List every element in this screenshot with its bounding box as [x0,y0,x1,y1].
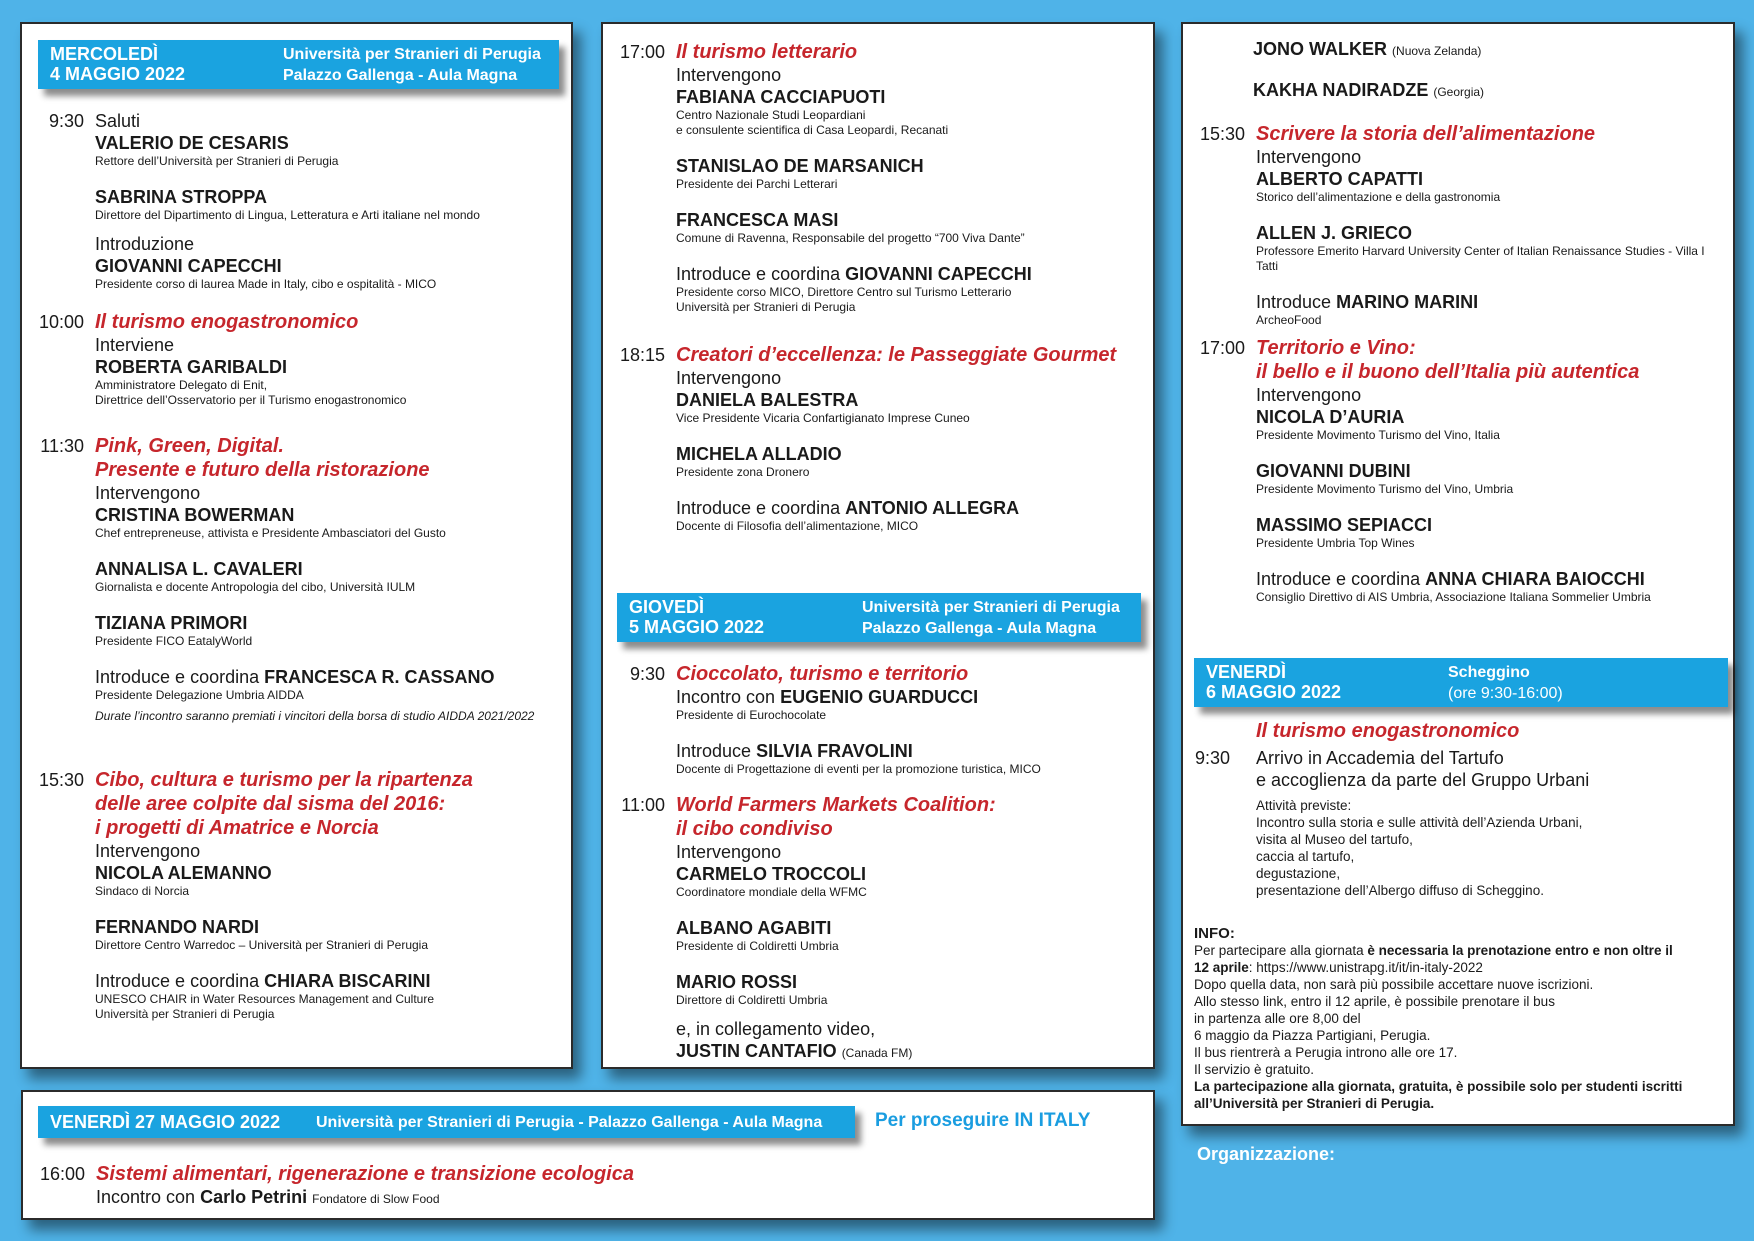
proseguire-label: Per proseguire IN ITALY [875,1110,1091,1131]
coord-desc: Presidente corso MICO, Direttore Centro sul Turismo Letterario [676,285,1012,299]
label: e, in collegamento video, [676,1019,876,1039]
info-line: Il servizio è gratuito. [1194,1062,1315,1077]
header-place: Scheggino [1448,664,1530,681]
info-text-bold: 12 aprile [1194,960,1249,975]
speaker-desc: Direttore di Coldiretti Umbria [676,993,828,1007]
header-time: (ore 9:30-16:00) [1448,685,1563,702]
label: Intervengono [95,483,201,503]
coord-desc: Università per Stranieri di Perugia [676,300,856,314]
session-title: Cibo, cultura e turismo per la ripartenza [95,769,473,791]
speaker-desc: Direttore del Dipartimento di Lingua, Letteratura e Arti italiane nel mondo [95,208,480,222]
activity-item: presentazione dell’Albergo diffuso di Scheggino. [1256,883,1544,898]
header-day: MERCOLEDÌ [50,44,158,64]
speaker-name: JONO WALKER [1253,39,1388,59]
header-day: VENERDÌ 27 MAGGIO 2022 [50,1112,281,1132]
label: Saluti [95,111,141,131]
session-time: 9:30 [629,664,665,684]
session-time: 9:30 [48,111,84,131]
info-link[interactable]: : https://www.unistrapg.it/it/in-italy-2022 [1248,960,1483,975]
label: Arrivo in Accademia del Tartufo [1256,748,1504,768]
speaker-desc: Chef entrepreneuse, attivista e Presidente Ambasciatori del Gusto [95,526,446,540]
speaker-name: ROBERTA GARIBALDI [95,357,287,377]
header-day-2 [617,593,1141,642]
speaker-name: JUSTIN CANTAFIO [676,1041,837,1061]
info-line: in partenza alle ore 8,00 del [1194,1011,1361,1026]
session-time: 10:00 [38,312,84,332]
coord-label: Introduce e coordina [1256,569,1421,589]
speaker-name: NICOLA ALEMANNO [95,863,272,883]
speaker-country: (Georgia) [1433,85,1485,99]
label: Incontro con [676,687,776,707]
info-line: Dopo quella data, non sarà più possibile accettare nuove iscrizioni. [1194,977,1594,992]
speaker-name: DANIELA BALESTRA [676,390,859,410]
session-title: Scrivere la storia dell’alimentazione [1256,123,1596,145]
header-date: 4 MAGGIO 2022 [50,64,186,84]
activity-item: Attività previste: [1256,798,1352,813]
session-title: delle aree colpite dal sisma del 2016: [95,793,446,815]
header-day: GIOVEDÌ [629,597,705,617]
speaker-desc: Centro Nazionale Studi Leopardiani [676,108,866,122]
session-time: 9:30 [1195,748,1231,768]
speaker-desc: e consulente scientifica di Casa Leopardi, Recanati [676,123,949,137]
header-place: Università per Stranieri di Perugia [283,46,541,63]
speaker-name: FABIANA CACCIAPUOTI [676,87,886,107]
coord-name: ANNA CHIARA BAIOCCHI [1425,569,1645,589]
speaker-desc: Direttore Centro Warredoc – Università per Stranieri di Perugia [95,938,429,952]
speaker-desc: Presidente Movimento Turismo del Vino, Italia [1256,428,1500,442]
speaker-desc: Storico dell’alimentazione e della gastronomia [1256,190,1501,204]
speaker-desc: Direttrice dell’Osservatorio per il Turismo enogastronomico [95,393,407,407]
panel-day-1 [20,22,573,1069]
label: Intervengono [1256,385,1362,405]
speaker-name: EUGENIO GUARDUCCI [780,687,979,707]
speaker-desc: Presidente Movimento Turismo del Vino, Umbria [1256,482,1514,496]
speaker-desc: Presidente corso di laurea Made in Italy, cibo e ospitalità - MICO [95,277,437,291]
header-day: VENERDÌ [1206,662,1287,682]
panel-day-3 [1181,22,1735,1126]
info-box [1194,925,1734,1112]
speaker-desc: Sindaco di Norcia [95,884,190,898]
speaker-name: ALLEN J. GRIECO [1256,223,1413,243]
coord-desc: UNESCO CHAIR in Water Resources Management and Culture [95,992,435,1006]
session-title: Presente e futuro della ristorazione [95,459,430,481]
speaker-desc: Fondatore di Slow Food [312,1192,440,1206]
speaker-desc: Giornalista e docente Antropologia del cibo, Università IULM [95,580,416,594]
session-title: Territorio e Vino: [1256,337,1416,359]
session-time: 16:00 [39,1164,85,1184]
session-title: Creatori d’eccellenza: le Passeggiate Gourmet [676,344,1117,366]
speaker-name: NICOLA D’AURIA [1256,407,1405,427]
speaker-name: FRANCESCA MASI [676,210,839,230]
info-heading: INFO: [1194,925,1235,942]
activities-list [1256,797,1727,899]
info-text-bold: è necessaria la prenotazione entro e non oltre il [1367,943,1673,958]
speaker-desc: Vice Presidente Vicaria Confartigianato Imprese Cuneo [676,411,970,425]
session-title: il cibo condiviso [676,818,833,840]
speaker-desc: Coordinatore mondiale della WFMC [676,885,867,899]
coord-label: Introduce e coordina [676,264,841,284]
speaker-name: SABRINA STROPPA [95,187,268,207]
header-day-3 [1194,658,1728,707]
coord-label: Introduce e coordina [95,971,260,991]
session-time: 11:00 [621,795,665,815]
coord-label: Introduce e coordina [95,667,260,687]
label: Intervengono [676,842,782,862]
panel-day-2 [601,22,1155,1069]
header-room: Palazzo Gallenga - Aula Magna [862,620,1097,637]
coord-desc: Docente di Progettazione di eventi per la promozione turistica, MICO [676,762,1041,776]
session-title: Il turismo letterario [676,41,858,63]
coord-desc: Università per Stranieri di Perugia [95,1007,275,1021]
coord-name: CHIARA BISCARINI [264,971,431,991]
label: Incontro con [96,1187,196,1207]
activity-item: degustazione, [1256,866,1341,881]
header-date: 5 MAGGIO 2022 [629,617,765,637]
label: Intervengono [676,65,782,85]
speaker-name: VALERIO DE CESARIS [95,133,289,153]
session-time: 18:15 [619,345,665,365]
speaker-name: Carlo Petrini [200,1187,308,1207]
info-line: Il bus rientrerà a Perugia introno alle ore 17. [1194,1045,1458,1060]
coord-desc: Docente di Filosofia dell’alimentazione, MICO [676,519,919,533]
label: Intervengono [676,368,782,388]
coord-name: MARINO MARINI [1336,292,1479,312]
speaker-name: ALBANO AGABITI [676,918,832,938]
label: Intervengono [95,841,201,861]
activity-item: caccia al tartufo, [1256,849,1355,864]
session-time: 15:30 [1199,124,1245,144]
coord-name: GIOVANNI CAPECCHI [845,264,1032,284]
label: Introduzione [95,234,195,254]
speaker-desc: Presidente Umbria Top Wines [1256,536,1415,550]
coord-name: ANTONIO ALLEGRA [845,498,1020,518]
header-room: Palazzo Gallenga - Aula Magna [283,67,518,84]
speaker-desc: Professore Emerito Harvard University Center of Italian Renaissance Studies - Villa I Tatti [1256,244,1705,273]
session-time: 17:00 [619,42,665,62]
header-place: Università per Stranieri di Perugia [862,599,1120,616]
speaker-name: CARMELO TROCCOLI [676,864,866,884]
speaker-country: (Nuova Zelanda) [1392,44,1482,58]
session-title: il bello e il buono dell’Italia più autentica [1256,361,1640,383]
info-line: Allo stesso link, entro il 12 aprile, è possibile prenotare il bus [1194,994,1555,1009]
session-title: Il turismo enogastronomico [95,311,359,333]
speaker-name: TIZIANA PRIMORI [95,613,248,633]
activity-item: visita al Museo del tartufo, [1256,832,1413,847]
panel-day-4 [21,1090,1155,1220]
speaker-desc: Presidente di Coldiretti Umbria [676,939,839,953]
speaker-country: (Canada FM) [841,1046,913,1060]
coord-desc: Consiglio Direttivo di AIS Umbria, Associazione Italiana Sommelier Umbria [1256,590,1651,604]
speaker-name: GIOVANNI CAPECCHI [95,256,282,276]
speaker-desc: Comune di Ravenna, Responsabile del progetto “700 Viva Dante” [676,231,1025,245]
session-title: Cioccolato, turismo e territorio [676,663,969,685]
info-bold: all’Università per Stranieri di Perugia. [1194,1096,1435,1111]
speaker-name: MASSIMO SEPIACCI [1256,515,1433,535]
speaker-name: KAKHA NADIRADZE [1253,80,1429,100]
coord-label: Introduce [676,741,752,761]
speaker-name: MARIO ROSSI [676,972,798,992]
session-title: Sistemi alimentari, rigenerazione e transizione ecologica [96,1163,634,1185]
speaker-name: ANNALISA L. CAVALERI [95,559,303,579]
speaker-desc: Presidente di Eurochocolate [676,708,827,722]
info-bold: La partecipazione alla giornata, gratuita, è possibile solo per studenti iscritti [1194,1079,1683,1094]
session-title: Il turismo enogastronomico [1256,720,1520,742]
speaker-desc: Rettore dell’Università per Stranieri di Perugia [95,154,339,168]
label: Intervengono [1256,147,1362,167]
activity-item: Incontro sulla storia e sulle attività dell’Azienda Urbani, [1256,815,1583,830]
speaker-name: CRISTINA BOWERMAN [95,505,295,525]
coord-label: Introduce [1256,292,1332,312]
header-place: Università per Stranieri di Perugia - Palazzo Gallenga - Aula Magna [316,1114,823,1131]
coord-name: SILVIA FRAVOLINI [756,741,913,761]
speaker-desc: Presidente zona Dronero [676,465,810,479]
coord-label: Introduce e coordina [676,498,841,518]
header-day-1 [38,40,559,89]
speaker-name: GIOVANNI DUBINI [1256,461,1411,481]
coord-desc: Presidente Delegazione Umbria AIDDA [95,688,304,702]
coord-desc: ArcheoFood [1256,313,1322,327]
header-date: 6 MAGGIO 2022 [1206,682,1342,702]
header-day-4 [38,1106,855,1138]
session-time: 11:30 [40,436,84,456]
session-note: Durate l’incontro saranno premiati i vincitori della borsa di studio AIDDA 2021/2022 [95,709,535,723]
speaker-name: ALBERTO CAPATTI [1256,169,1423,189]
session-title: Pink, Green, Digital. [95,435,284,457]
coord-name: FRANCESCA R. CASSANO [264,667,495,687]
info-text: Per partecipare alla giornata [1194,943,1368,958]
session-title: World Farmers Markets Coalition: [676,794,996,816]
session-title: i progetti di Amatrice e Norcia [95,817,379,839]
session-time: 17:00 [1199,338,1245,358]
speaker-name: STANISLAO DE MARSANICH [676,156,924,176]
speaker-name: MICHELA ALLADIO [676,444,842,464]
session-time: 15:30 [38,770,84,790]
speaker-desc: Presidente dei Parchi Letterari [676,177,838,191]
speaker-desc: Presidente FICO EatalyWorld [95,634,253,648]
organizzazione-label: Organizzazione: [1197,1144,1336,1164]
speaker-name: FERNANDO NARDI [95,917,259,937]
info-line: 6 maggio da Piazza Partigiani, Perugia. [1194,1028,1431,1043]
speaker-desc: Amministratore Delegato di Enit, [95,378,268,392]
label: e accoglienza da parte del Gruppo Urbani [1256,770,1590,790]
label: Interviene [95,335,175,355]
